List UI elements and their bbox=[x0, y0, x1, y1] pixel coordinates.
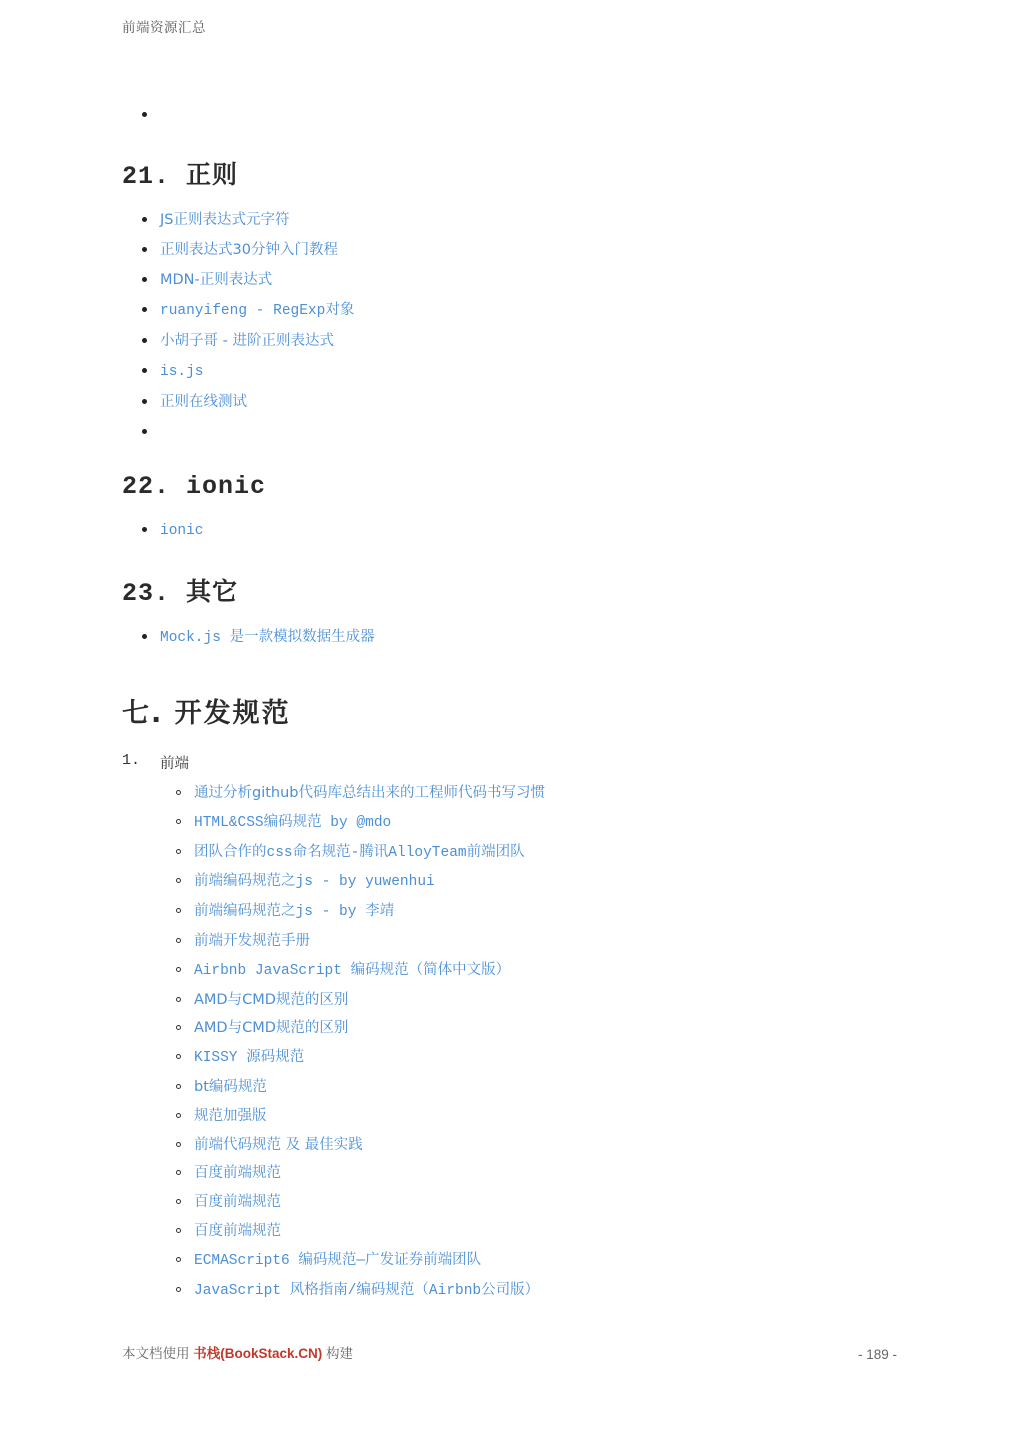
list-item bbox=[122, 808, 897, 838]
list-item bbox=[122, 622, 897, 653]
resource-link[interactable]: 前端开发规范手册 bbox=[194, 932, 310, 949]
list-item bbox=[122, 205, 897, 235]
list-item bbox=[122, 1188, 897, 1217]
page-content bbox=[0, 100, 1019, 1305]
section-heading-regex: 21. 正则 bbox=[122, 162, 239, 191]
resource-link[interactable]: JS正则表达式元字符 bbox=[160, 212, 290, 228]
list-item bbox=[122, 356, 897, 387]
link-list-other bbox=[122, 622, 897, 653]
resource-link[interactable]: bt编码规范 bbox=[194, 1078, 267, 1095]
resource-link[interactable]: 小胡子哥 - 进阶正则表达式 bbox=[160, 333, 334, 349]
resource-link[interactable]: JavaScript 风格指南/编码规范（Airbnb公司版） bbox=[194, 1282, 540, 1299]
list-item bbox=[122, 265, 897, 295]
list-item bbox=[122, 235, 897, 265]
resource-link[interactable]: 正则表达式30分钟入门教程 bbox=[160, 242, 338, 258]
page-header: 前端资源汇总 bbox=[122, 20, 206, 35]
list-item bbox=[122, 1043, 897, 1073]
list-item bbox=[122, 1217, 897, 1246]
link-list-regex bbox=[122, 205, 897, 446]
list-item bbox=[122, 779, 897, 808]
section-heading-ionic: 22. ionic bbox=[122, 472, 267, 501]
list-item bbox=[122, 515, 897, 546]
list-item bbox=[122, 1276, 897, 1306]
resource-link[interactable]: 前端代码规范 及 最佳实践 bbox=[194, 1136, 363, 1153]
section-heading-other: 23. 其它 bbox=[122, 579, 239, 608]
resource-link[interactable]: ruanyifeng - RegExp对象 bbox=[160, 303, 355, 319]
chapter-heading-dev-standards: 七. 开发规范 bbox=[122, 698, 291, 729]
list-item bbox=[122, 387, 897, 417]
resource-link[interactable]: 正则在线测试 bbox=[160, 394, 247, 410]
resource-link[interactable]: 前端编码规范之js - by yuwenhui bbox=[194, 874, 435, 891]
footer-brand[interactable]: 书栈(BookStack.CN) bbox=[193, 1346, 323, 1361]
resource-link[interactable]: ionic bbox=[160, 523, 204, 539]
list-item bbox=[122, 1246, 897, 1276]
footer-suffix: 构建 bbox=[322, 1346, 354, 1361]
ordered-list-number: 1. bbox=[122, 752, 141, 769]
resource-link[interactable]: AMD与CMD规范的区别 bbox=[194, 1020, 349, 1037]
list-item bbox=[122, 1159, 897, 1188]
list-item bbox=[122, 326, 897, 356]
link-list-dev-standards bbox=[122, 779, 897, 1305]
resource-link[interactable]: AMD与CMD规范的区别 bbox=[194, 991, 349, 1008]
resource-link[interactable]: 前端编码规范之js - by 李靖 bbox=[194, 904, 395, 921]
resource-link[interactable]: 百度前端规范 bbox=[194, 1165, 281, 1182]
orphan-bullet-list bbox=[122, 100, 897, 129]
list-item bbox=[122, 100, 897, 129]
resource-link[interactable]: KISSY 源码规范 bbox=[194, 1050, 305, 1067]
resource-link[interactable]: 百度前端规范 bbox=[194, 1194, 281, 1211]
footer-prefix: 本文档使用 bbox=[122, 1346, 194, 1361]
list-item bbox=[122, 838, 897, 868]
list-item bbox=[122, 295, 897, 326]
list-item bbox=[122, 1073, 897, 1102]
ordered-list-item-frontend bbox=[122, 752, 897, 773]
resource-link[interactable]: 百度前端规范 bbox=[194, 1222, 281, 1239]
list-item bbox=[122, 897, 897, 927]
resource-link[interactable]: Mock.js 是一款模拟数据生成器 bbox=[160, 630, 375, 646]
page-number: - 189 - bbox=[857, 1347, 897, 1362]
footer-attribution bbox=[122, 1342, 353, 1362]
list-item bbox=[122, 956, 897, 986]
resource-link[interactable]: 规范加强版 bbox=[194, 1107, 267, 1124]
resource-link[interactable]: HTML&CSS编码规范 by @mdo bbox=[194, 814, 392, 831]
list-item bbox=[122, 927, 897, 956]
list-item bbox=[122, 986, 897, 1015]
list-item bbox=[122, 1014, 897, 1043]
resource-link[interactable]: is.js bbox=[160, 364, 204, 380]
list-item bbox=[122, 417, 897, 446]
resource-link[interactable]: 团队合作的css命名规范-腾讯AlloyTeam前端团队 bbox=[194, 844, 525, 861]
resource-link[interactable]: ECMAScript6 编码规范—广发证券前端团队 bbox=[194, 1252, 482, 1269]
ordered-list-label: 前端 bbox=[160, 756, 189, 772]
resource-link[interactable]: 通过分析github代码库总结出来的工程师代码书写习惯 bbox=[194, 785, 546, 801]
list-item bbox=[122, 867, 897, 897]
resource-link[interactable]: MDN-正则表达式 bbox=[160, 272, 273, 288]
list-item bbox=[122, 1131, 897, 1160]
list-item bbox=[122, 1102, 897, 1131]
link-list-ionic bbox=[122, 515, 897, 546]
resource-link[interactable]: Airbnb JavaScript 编码规范（简体中文版） bbox=[194, 962, 511, 979]
